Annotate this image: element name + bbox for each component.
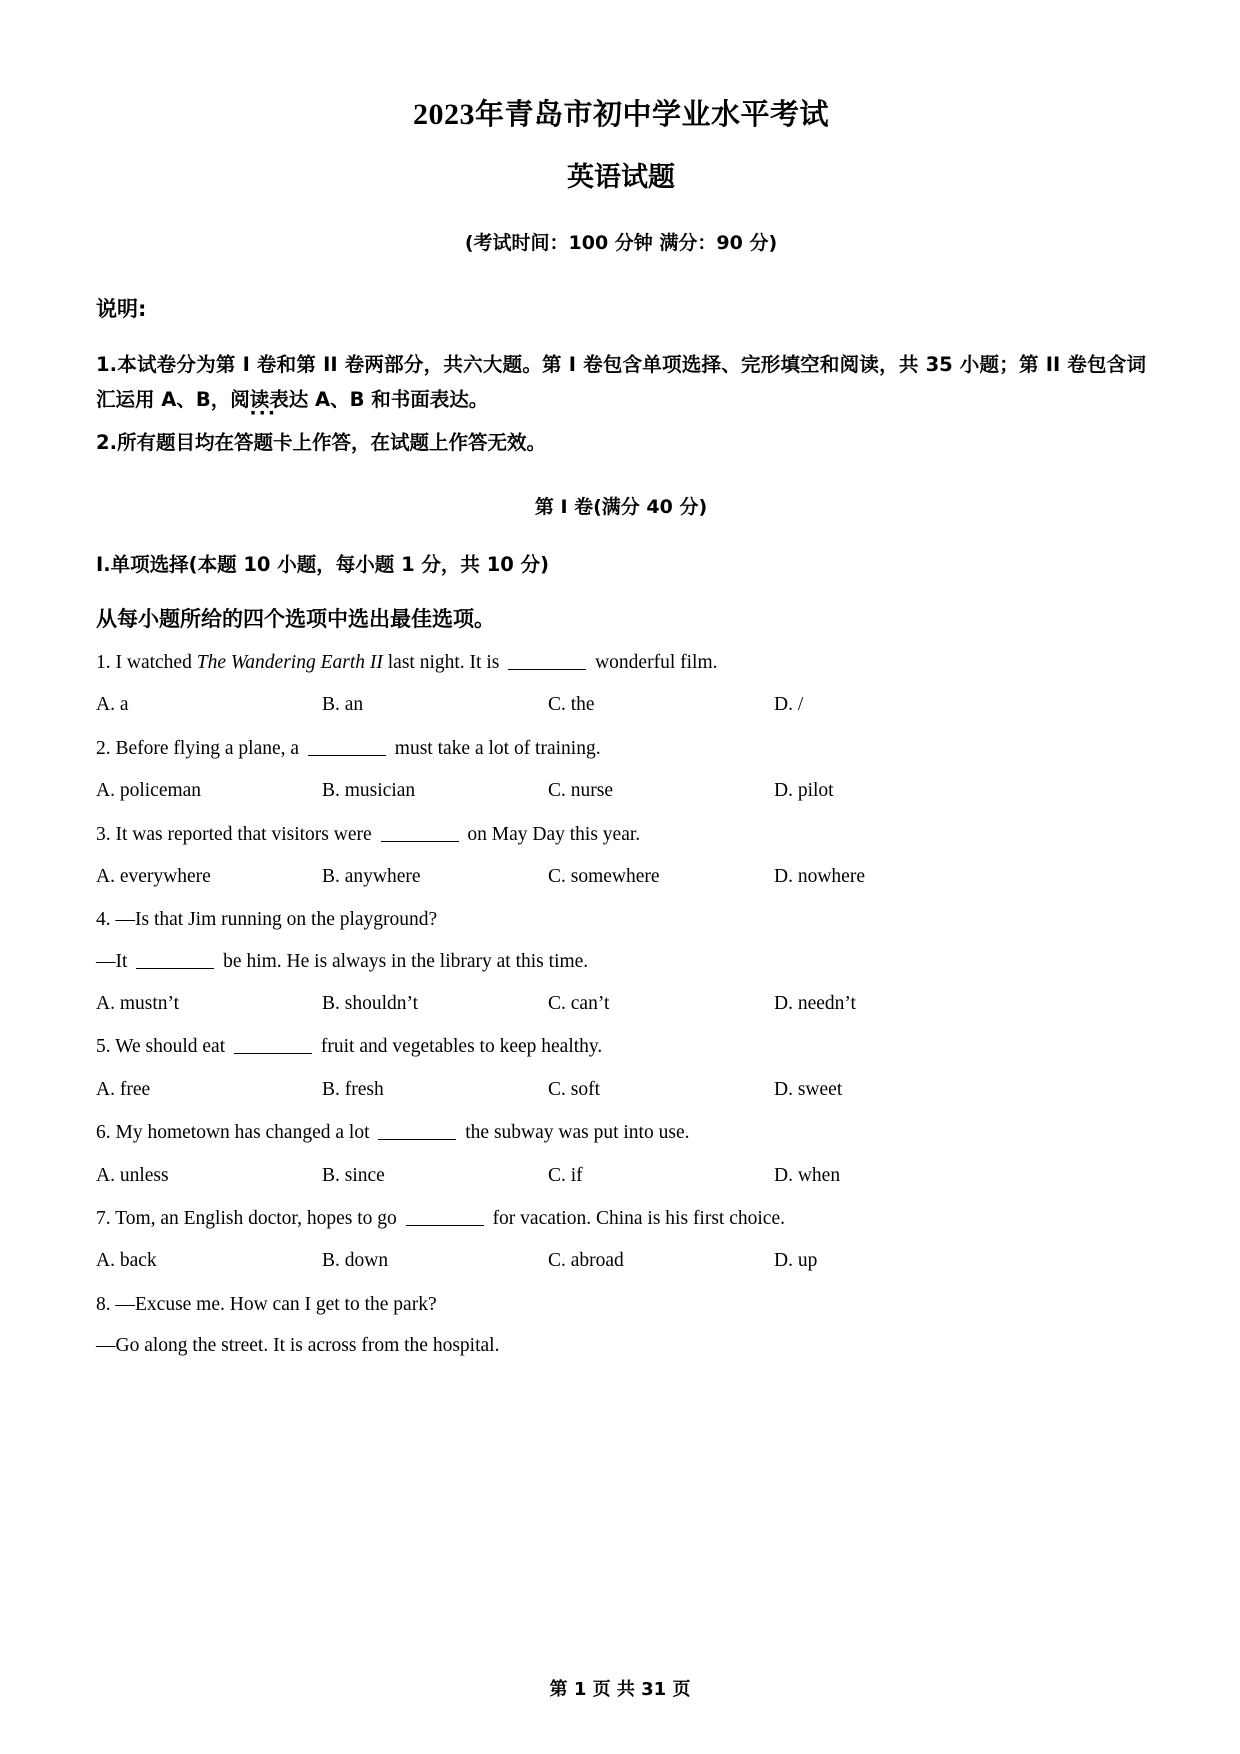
- question-text: —It: [96, 950, 133, 972]
- option-b[interactable]: B. anywhere: [322, 865, 421, 887]
- option-b[interactable]: B. musician: [322, 780, 416, 802]
- paper-one-heading: [96, 461, 1146, 519]
- notice-item-2-suffix: 上作答，在试题上作答无效。: [292, 430, 547, 454]
- option-d[interactable]: D. up: [774, 1250, 818, 1272]
- question-text: wonderful film.: [590, 652, 718, 674]
- question-text: for vacation. China is his first choice.: [487, 1207, 785, 1229]
- option-c[interactable]: C. abroad: [548, 1250, 624, 1272]
- option-a[interactable]: A. unless: [96, 1164, 169, 1186]
- option-d[interactable]: D. /: [774, 694, 804, 716]
- notice-heading: 说明:: [96, 296, 147, 321]
- question-text: 2. Before flying a plane, a: [96, 737, 304, 759]
- question-text: 3. It was reported that visitors were: [96, 823, 377, 845]
- question-stem-continued: —Go along the street. It is across from the hospital.: [96, 1335, 500, 1357]
- answer-blank: [234, 1053, 312, 1054]
- answer-blank: [136, 968, 214, 969]
- question-text: 1. I watched: [96, 652, 197, 674]
- answer-blank: [508, 669, 586, 670]
- question-options: [96, 675, 1146, 717]
- option-a[interactable]: A. policeman: [96, 780, 202, 802]
- page-subtitle: 英语试题: [567, 162, 675, 193]
- option-c[interactable]: C. the: [548, 694, 595, 716]
- question-text: 6. My hometown has changed a lot: [96, 1122, 375, 1144]
- answer-blank: [406, 1225, 484, 1226]
- question-stem: [96, 1016, 1146, 1059]
- option-c[interactable]: C. if: [548, 1164, 583, 1186]
- question-options: [96, 1146, 1146, 1188]
- answer-blank: [308, 755, 386, 756]
- option-d[interactable]: D. nowhere: [774, 865, 865, 887]
- option-a[interactable]: A. back: [96, 1250, 157, 1272]
- question-options: [96, 761, 1146, 803]
- question-options: [96, 1231, 1146, 1273]
- section-heading-text: I.单项选择(本题 10 小题，每小题 1 分，共 10 分): [96, 552, 550, 576]
- option-c[interactable]: C. somewhere: [548, 865, 660, 887]
- page-title-year: 2023: [412, 98, 475, 131]
- notice-item-1-text: 1.本试卷分为第 I 卷和第 II 卷两部分，共六大题。第 I 卷包含单项选择、完形填空和阅读，共 35 小题；第 II 卷包含词汇运用 A、B，阅读表达 A、B 和书面表达。: [96, 352, 1146, 411]
- option-b[interactable]: B. shouldn’t: [322, 993, 419, 1015]
- page-footer: [0, 1679, 1240, 1702]
- question-text: last night. It is: [382, 652, 505, 674]
- question-italic-title: The Wandering Earth II: [196, 652, 383, 674]
- notice-item-2-emphasis: ··· 答题卡: [234, 426, 293, 460]
- question-stem: 4. —Is that Jim running on the playground?: [96, 909, 438, 931]
- paper-one-heading-text: 第 I 卷(满分 40 分): [534, 495, 708, 518]
- option-b[interactable]: B. an: [322, 694, 364, 716]
- question-text: 5. We should eat: [96, 1036, 231, 1058]
- option-d[interactable]: D. pilot: [774, 780, 834, 802]
- answer-blank: [378, 1139, 456, 1140]
- option-d[interactable]: D. sweet: [774, 1078, 843, 1100]
- question-stem-continued: [96, 933, 1146, 974]
- question-stem: 8. —Excuse me. How can I get to the park?: [96, 1293, 437, 1315]
- question-text: be him. He is always in the library at this time.: [218, 950, 589, 972]
- page-content: [96, 0, 1146, 1358]
- page-title: [96, 0, 1146, 131]
- question-options: [96, 1060, 1146, 1102]
- option-c[interactable]: C. can’t: [548, 993, 610, 1015]
- question-text: the subway was put into use.: [460, 1122, 690, 1144]
- option-d[interactable]: D. when: [774, 1164, 841, 1186]
- notice-item-2-prefix: 2.所有题目均在: [96, 430, 234, 454]
- page-title-text: 年青岛市初中学业水平考试: [474, 97, 829, 131]
- option-a[interactable]: A. mustn’t: [96, 993, 180, 1015]
- option-c[interactable]: C. soft: [548, 1078, 601, 1100]
- option-a[interactable]: A. free: [96, 1078, 151, 1100]
- question-stem: [96, 632, 1146, 675]
- question-options: [96, 847, 1146, 889]
- exam-meta: [96, 193, 1146, 255]
- answer-blank: [381, 841, 459, 842]
- option-c[interactable]: C. nurse: [548, 780, 613, 802]
- question-stem: [96, 1188, 1146, 1231]
- notice-item-2: [96, 418, 1146, 461]
- question-text: fruit and vegetables to keep healthy.: [316, 1036, 603, 1058]
- option-d[interactable]: D. needn’t: [774, 993, 856, 1015]
- question-text: on May Day this year.: [462, 823, 641, 845]
- option-a[interactable]: A. a: [96, 694, 129, 716]
- question-stem: [96, 1102, 1146, 1145]
- section-directions: 从每小题所给的四个选项中选出最佳选项。: [96, 606, 495, 631]
- section-heading-multiple-choice: [96, 519, 1146, 577]
- option-a[interactable]: A. everywhere: [96, 865, 211, 887]
- question-stem: [96, 804, 1146, 847]
- exam-meta-text: (考试时间：100 分钟 满分：90 分): [464, 231, 778, 254]
- page-number-text: 第 1 页 共 31 页: [549, 1679, 691, 1701]
- option-b[interactable]: B. down: [322, 1250, 389, 1272]
- question-options: [96, 974, 1146, 1016]
- question-text: 7. Tom, an English doctor, hopes to go: [96, 1207, 402, 1229]
- question-text: must take a lot of training.: [389, 737, 601, 759]
- option-b[interactable]: B. since: [322, 1164, 385, 1186]
- option-b[interactable]: B. fresh: [322, 1078, 384, 1100]
- question-stem: [96, 718, 1146, 761]
